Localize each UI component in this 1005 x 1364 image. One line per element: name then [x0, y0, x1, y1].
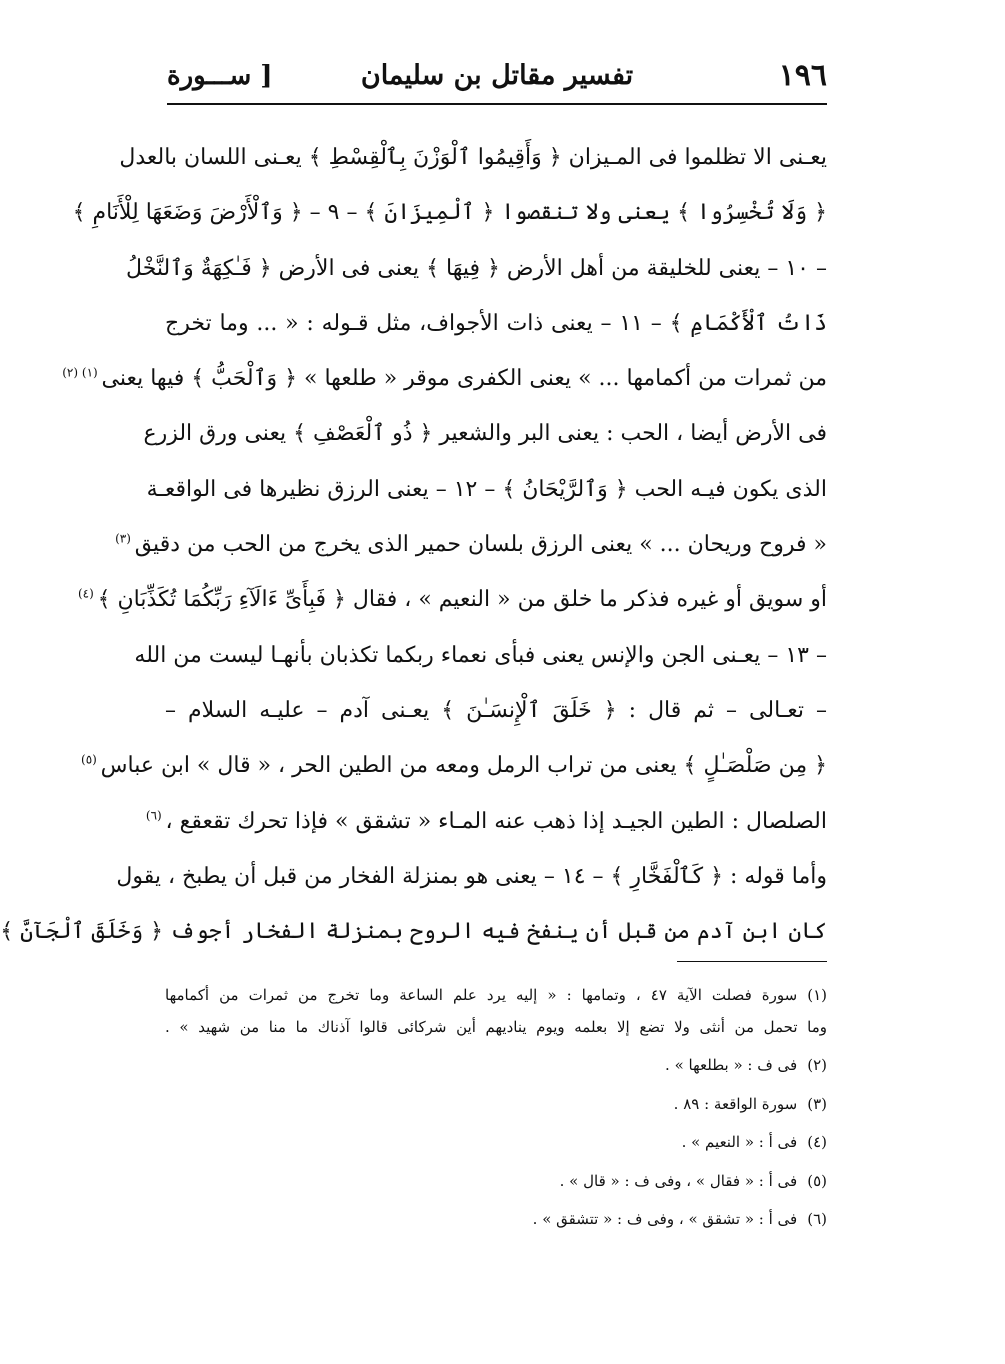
footnote-number: (١) [807, 986, 827, 1004]
footnote-reference-mark: (٥) [81, 752, 101, 767]
footnote-rule [677, 961, 827, 962]
footnote-reference-mark: (٦) [145, 808, 166, 823]
footnote-text: وما تحمل من أنثى ولا تضع إلا بعلمه ويوم يناديهم أين شركائى قالوا آذناك ما منا من شهيد » . [165, 1018, 827, 1036]
surah-label: [ ســـورة [167, 61, 273, 91]
body-line: – ١٠ – يعنى للخليقة من أهل الأرض ﴿ فِيهَا ﴾ يعنى فى الأرض ﴿ فَـٰكِهَةٌ وَٱلنَّخْلُ [126, 255, 827, 281]
body-line: الصلصال : الطين الجيـد إذا ذهب عنه المـاء « تشقق » فإذا تحرك تقعقع ، $^{(٦)}$ [145, 808, 827, 834]
body-line: وأما قوله : ﴿ كَٱلْفَخَّارِ ﴾ – ١٤ – يعنى هو بمنزلة الفخار من قبل أن يطبخ ، يقول [116, 863, 827, 889]
footnote-text: سورة فصلت الآية ٤٧ ، وتمامها : « إليه يرد علم الساعة وما تخرج من ثمرات من أكمامها [165, 986, 798, 1004]
footnotes [165, 982, 827, 1245]
footnote [165, 1052, 827, 1091]
footnote-number: (٢) [807, 1056, 827, 1074]
body-line: ﴿ مِن صَلْصَـٰلٍ ﴾ يعنى من تراب الرمل ومعه من الطين الحر ، « قال » ابن عباس $^{(٥)}$ [81, 752, 827, 779]
body-text [0, 134, 827, 963]
body-line: يعـنى الا تظلموا فى المـيزان ﴿ وَأَقِيمُوا ٱلْوَزْنَ بِٱلْقِسْطِ ﴾ يعـنى اللسان بالعدل [119, 145, 827, 170]
body-line: – تعـالى – ثم قال : ﴿ خَلَقَ ٱلْإِنسَـٰنَ ﴾ يعـنى آدم – عليـه السلام – [165, 697, 827, 723]
footnote [165, 1091, 827, 1130]
footnote-continuation [165, 1014, 827, 1052]
footnote-number: (٦) [807, 1210, 827, 1228]
header-rule [167, 103, 827, 105]
running-header [167, 56, 827, 100]
footnote-number: (٥) [807, 1171, 827, 1190]
body-line: فى الأرض أيضا ، الحب : يعنى البر والشعير ﴿ ذُو ٱلْعَصْفِ ﴾ يعنى ورق الزرع [143, 421, 827, 447]
footnote-reference-mark: (٢) [62, 365, 82, 380]
footnote-text: سورة الواقعة : ٨٩ . [673, 1094, 798, 1113]
body-line: أو سويق أو غيره فذكر ما خلق من « النعيم » ، فقال ﴿ فَبِأَىِّ ءَالَآءِ رَبِّكُمَا تُكَذِّبَانِ ﴾ $^{(٤)}$ [77, 587, 827, 613]
body-line: – ١٣ – يعـنى الجن والإنس يعنى فبأى نعماء ربكما تكذبان بأنهـا ليست من الله [134, 642, 827, 668]
footnote [165, 1206, 827, 1245]
footnote-text: فى أ : « النعيم » . [681, 1133, 798, 1151]
footnote-reference-mark: (٣) [115, 531, 135, 546]
footnote [165, 1129, 827, 1168]
body-line: « فروح وريحان ... » يعنى الرزق بلسان حمير الذى يخرج من الحب من دقيق $^{(٣)}$ [115, 531, 827, 558]
footnote-text: فى ف : « بطلعها » . [665, 1056, 798, 1074]
body-line: ذَاتُ ٱلْأَكْمَامِ ﴾ – ١١ – يعنى ذات الأجواف، مثل قـوله : « ... وما تخرج [165, 310, 827, 336]
footnote-number: (٤) [807, 1133, 827, 1151]
footnote-reference-mark: (٤) [77, 587, 98, 602]
body-line: كان ابن آدم من قبل أن ينفخ فيه الروح بمنزلة الفخار أجوف ﴿ وَخَلَقَ ٱلْجَآنَّ ﴾ [0, 919, 827, 945]
running-title: تفسير مقاتل بن سليمان [360, 60, 634, 91]
footnote-reference-mark: (١) [81, 365, 102, 380]
footnote-number: (٣) [807, 1094, 827, 1113]
footnote [165, 982, 827, 1014]
footnote [165, 1168, 827, 1207]
page-number: ١٩٦ [778, 58, 827, 93]
footnote-text: فى أ : « تشقق » ، وفى ف : « تتشقق » . [532, 1210, 798, 1228]
footnote-text: فى أ : « فقال » ، وفى ف : « قال » . [559, 1171, 798, 1190]
body-line: من ثمرات من أكمامها ... » يعنى الكفرى موقر « طلعها » ﴿ وَٱلْحَبُّ ﴾ فيها يعنى $^{(١)}$ $^{(٢)}$ [62, 365, 827, 392]
body-line: ﴿ وَلَا تُخْسِرُوا ﴾ يعنى ولا تنقصوا ﴿ ٱلْمِيزَانَ ﴾ – ٩ – ﴿ وَٱلْأَرْضَ وَضَعَهَا لِلْأَنَامِ ﴾ [72, 200, 827, 226]
body-line: الذى يكون فيـه الحب ﴿ وَٱلرَّيْحَانُ ﴾ – ١٢ – يعنى الرزق نظيرها فى الواقعـة [146, 476, 827, 502]
